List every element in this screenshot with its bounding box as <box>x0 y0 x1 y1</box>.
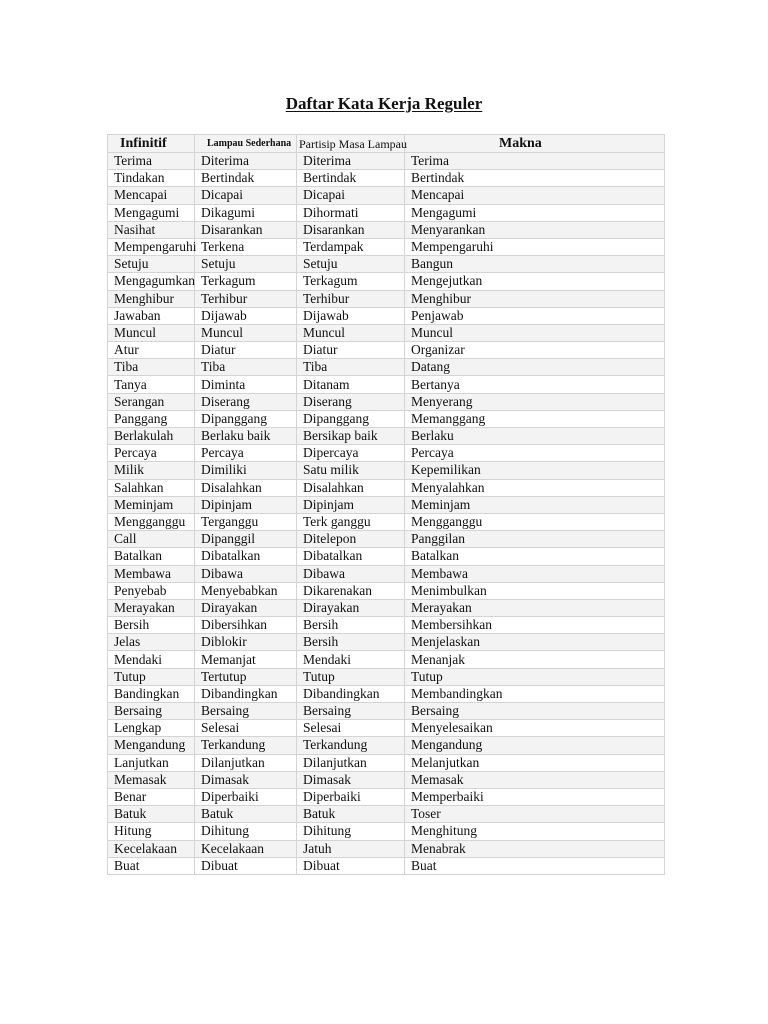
cell-past-participle: Terdampak <box>297 238 405 255</box>
cell-infinitive: Panggang <box>108 410 195 427</box>
table-row <box>108 651 665 668</box>
cell-meaning: Membawa <box>405 565 665 582</box>
cell-past-participle: Dicapai <box>297 187 405 204</box>
table-row <box>108 376 665 393</box>
verb-table <box>107 134 665 875</box>
table-row <box>108 685 665 702</box>
cell-infinitive: Setuju <box>108 256 195 273</box>
cell-infinitive: Mendaki <box>108 651 195 668</box>
table-row <box>108 342 665 359</box>
cell-past-participle: Terkagum <box>297 273 405 290</box>
cell-past-participle: Bersaing <box>297 703 405 720</box>
table-row <box>108 754 665 771</box>
cell-meaning: Menyelesaikan <box>405 720 665 737</box>
table-row <box>108 703 665 720</box>
cell-infinitive: Buat <box>108 857 195 874</box>
cell-past-participle: Ditelepon <box>297 531 405 548</box>
header-past-participle: Partisip Masa Lampau <box>297 135 405 153</box>
cell-simple-past: Terkagum <box>195 273 297 290</box>
cell-infinitive: Menghibur <box>108 290 195 307</box>
cell-past-participle: Bersikap baik <box>297 428 405 445</box>
cell-past-participle: Disalahkan <box>297 479 405 496</box>
table-row <box>108 548 665 565</box>
cell-simple-past: Bertindak <box>195 170 297 187</box>
cell-infinitive: Tindakan <box>108 170 195 187</box>
cell-simple-past: Disarankan <box>195 221 297 238</box>
table-row <box>108 273 665 290</box>
cell-simple-past: Terkandung <box>195 737 297 754</box>
cell-simple-past: Dirayakan <box>195 599 297 616</box>
cell-simple-past: Tertutup <box>195 668 297 685</box>
cell-meaning: Menyarankan <box>405 221 665 238</box>
cell-infinitive: Atur <box>108 342 195 359</box>
cell-past-participle: Dibatalkan <box>297 548 405 565</box>
cell-simple-past: Dipinjam <box>195 496 297 513</box>
table-row <box>108 393 665 410</box>
table-row <box>108 445 665 462</box>
cell-infinitive: Serangan <box>108 393 195 410</box>
table-body <box>108 153 665 875</box>
cell-simple-past: Berlaku baik <box>195 428 297 445</box>
cell-simple-past: Selesai <box>195 720 297 737</box>
cell-past-participle: Dilanjutkan <box>297 754 405 771</box>
page-title: Daftar Kata Kerja Reguler <box>285 94 483 113</box>
cell-meaning: Bersaing <box>405 703 665 720</box>
table-row <box>108 737 665 754</box>
cell-meaning: Bertanya <box>405 376 665 393</box>
cell-meaning: Menyerang <box>405 393 665 410</box>
cell-simple-past: Diatur <box>195 342 297 359</box>
cell-infinitive: Tanya <box>108 376 195 393</box>
cell-simple-past: Dibawa <box>195 565 297 582</box>
cell-meaning: Memperbaiki <box>405 788 665 805</box>
cell-meaning: Organizar <box>405 342 665 359</box>
cell-meaning: Panggilan <box>405 531 665 548</box>
cell-infinitive: Bandingkan <box>108 685 195 702</box>
cell-infinitive: Tutup <box>108 668 195 685</box>
cell-simple-past: Dikagumi <box>195 204 297 221</box>
table-row <box>108 840 665 857</box>
cell-meaning: Menyalahkan <box>405 479 665 496</box>
cell-past-participle: Disarankan <box>297 221 405 238</box>
cell-past-participle: Batuk <box>297 806 405 823</box>
cell-infinitive: Bersaing <box>108 703 195 720</box>
cell-simple-past: Percaya <box>195 445 297 462</box>
cell-simple-past: Terhibur <box>195 290 297 307</box>
cell-infinitive: Percaya <box>108 445 195 462</box>
cell-past-participle: Terhibur <box>297 290 405 307</box>
cell-past-participle: Terkandung <box>297 737 405 754</box>
cell-simple-past: Terganggu <box>195 513 297 530</box>
cell-simple-past: Tiba <box>195 359 297 376</box>
cell-infinitive: Terima <box>108 153 195 170</box>
cell-meaning: Berlaku <box>405 428 665 445</box>
cell-simple-past: Batuk <box>195 806 297 823</box>
table-row <box>108 410 665 427</box>
cell-infinitive: Tiba <box>108 359 195 376</box>
table-row <box>108 857 665 874</box>
table-row <box>108 307 665 324</box>
table-row <box>108 324 665 341</box>
cell-simple-past: Kecelakaan <box>195 840 297 857</box>
cell-meaning: Datang <box>405 359 665 376</box>
table-row <box>108 771 665 788</box>
cell-past-participle: Ditanam <box>297 376 405 393</box>
table-row <box>108 359 665 376</box>
cell-meaning: Membandingkan <box>405 685 665 702</box>
cell-infinitive: Kecelakaan <box>108 840 195 857</box>
cell-meaning: Mengagumi <box>405 204 665 221</box>
cell-past-participle: Dimasak <box>297 771 405 788</box>
table-row <box>108 720 665 737</box>
cell-past-participle: Bersih <box>297 617 405 634</box>
table-row <box>108 204 665 221</box>
cell-meaning: Mengandung <box>405 737 665 754</box>
cell-infinitive: Milik <box>108 462 195 479</box>
cell-past-participle: Dikarenakan <box>297 582 405 599</box>
cell-meaning: Mempengaruhi <box>405 238 665 255</box>
cell-meaning: Buat <box>405 857 665 874</box>
table-row <box>108 788 665 805</box>
cell-past-participle: Bertindak <box>297 170 405 187</box>
cell-simple-past: Diterima <box>195 153 297 170</box>
cell-simple-past: Dijawab <box>195 307 297 324</box>
cell-simple-past: Dibandingkan <box>195 685 297 702</box>
cell-past-participle: Dipanggang <box>297 410 405 427</box>
table-row <box>108 668 665 685</box>
cell-meaning: Percaya <box>405 445 665 462</box>
cell-infinitive: Meminjam <box>108 496 195 513</box>
cell-meaning: Meminjam <box>405 496 665 513</box>
cell-simple-past: Dibatalkan <box>195 548 297 565</box>
cell-past-participle: Dijawab <box>297 307 405 324</box>
cell-meaning: Melanjutkan <box>405 754 665 771</box>
cell-simple-past: Dipanggil <box>195 531 297 548</box>
cell-meaning: Menabrak <box>405 840 665 857</box>
cell-simple-past: Diserang <box>195 393 297 410</box>
cell-past-participle: Diterima <box>297 153 405 170</box>
cell-meaning: Mengejutkan <box>405 273 665 290</box>
cell-past-participle: Dipercaya <box>297 445 405 462</box>
cell-meaning: Menanjak <box>405 651 665 668</box>
cell-infinitive: Lanjutkan <box>108 754 195 771</box>
table-row <box>108 565 665 582</box>
cell-simple-past: Disalahkan <box>195 479 297 496</box>
cell-infinitive: Memasak <box>108 771 195 788</box>
cell-past-participle: Dibandingkan <box>297 685 405 702</box>
cell-infinitive: Mengagumkan <box>108 273 195 290</box>
cell-simple-past: Terkena <box>195 238 297 255</box>
cell-infinitive: Mengandung <box>108 737 195 754</box>
cell-infinitive: Call <box>108 531 195 548</box>
cell-meaning: Mencapai <box>405 187 665 204</box>
cell-infinitive: Bersih <box>108 617 195 634</box>
cell-infinitive: Lengkap <box>108 720 195 737</box>
cell-meaning: Batalkan <box>405 548 665 565</box>
cell-infinitive: Mengganggu <box>108 513 195 530</box>
cell-meaning: Terima <box>405 153 665 170</box>
cell-meaning: Kepemilikan <box>405 462 665 479</box>
cell-simple-past: Setuju <box>195 256 297 273</box>
cell-past-participle: Diserang <box>297 393 405 410</box>
cell-simple-past: Dihitung <box>195 823 297 840</box>
cell-infinitive: Nasihat <box>108 221 195 238</box>
header-meaning: Makna <box>405 135 665 153</box>
cell-meaning: Mengganggu <box>405 513 665 530</box>
cell-meaning: Membersihkan <box>405 617 665 634</box>
table-row <box>108 806 665 823</box>
cell-past-participle: Jatuh <box>297 840 405 857</box>
header-infinitive: Infinitif <box>108 135 195 153</box>
cell-infinitive: Membawa <box>108 565 195 582</box>
cell-past-participle: Mendaki <box>297 651 405 668</box>
cell-past-participle: Satu milik <box>297 462 405 479</box>
cell-past-participle: Diatur <box>297 342 405 359</box>
cell-simple-past: Diminta <box>195 376 297 393</box>
cell-meaning: Menimbulkan <box>405 582 665 599</box>
table-row <box>108 599 665 616</box>
cell-meaning: Bertindak <box>405 170 665 187</box>
cell-past-participle: Dibawa <box>297 565 405 582</box>
cell-meaning: Tutup <box>405 668 665 685</box>
cell-simple-past: Bersaing <box>195 703 297 720</box>
table-row <box>108 428 665 445</box>
cell-past-participle: Dipinjam <box>297 496 405 513</box>
table-row <box>108 634 665 651</box>
table-row <box>108 823 665 840</box>
cell-infinitive: Penyebab <box>108 582 195 599</box>
cell-past-participle: Tutup <box>297 668 405 685</box>
cell-meaning: Menghibur <box>405 290 665 307</box>
cell-simple-past: Diperbaiki <box>195 788 297 805</box>
cell-past-participle: Diperbaiki <box>297 788 405 805</box>
cell-infinitive: Hitung <box>108 823 195 840</box>
cell-simple-past: Diblokir <box>195 634 297 651</box>
table-row <box>108 479 665 496</box>
cell-past-participle: Dibuat <box>297 857 405 874</box>
cell-meaning: Muncul <box>405 324 665 341</box>
cell-simple-past: Dicapai <box>195 187 297 204</box>
cell-past-participle: Terk ganggu <box>297 513 405 530</box>
cell-infinitive: Benar <box>108 788 195 805</box>
cell-simple-past: Menyebabkan <box>195 582 297 599</box>
cell-simple-past: Memanjat <box>195 651 297 668</box>
cell-past-participle: Setuju <box>297 256 405 273</box>
table-row <box>108 187 665 204</box>
table-row <box>108 238 665 255</box>
table-header-row <box>108 135 665 153</box>
cell-infinitive: Jawaban <box>108 307 195 324</box>
cell-infinitive: Mencapai <box>108 187 195 204</box>
cell-past-participle: Dihormati <box>297 204 405 221</box>
cell-infinitive: Muncul <box>108 324 195 341</box>
table-row <box>108 617 665 634</box>
cell-simple-past: Dimiliki <box>195 462 297 479</box>
cell-infinitive: Batalkan <box>108 548 195 565</box>
cell-simple-past: Dibuat <box>195 857 297 874</box>
table-row <box>108 462 665 479</box>
cell-past-participle: Tiba <box>297 359 405 376</box>
cell-past-participle: Dihitung <box>297 823 405 840</box>
table-row <box>108 582 665 599</box>
cell-past-participle: Muncul <box>297 324 405 341</box>
cell-infinitive: Mempengaruhi <box>108 238 195 255</box>
cell-infinitive: Merayakan <box>108 599 195 616</box>
cell-meaning: Menjelaskan <box>405 634 665 651</box>
cell-infinitive: Salahkan <box>108 479 195 496</box>
table-row <box>108 531 665 548</box>
table-row <box>108 256 665 273</box>
cell-simple-past: Dilanjutkan <box>195 754 297 771</box>
table-row <box>108 221 665 238</box>
table-row <box>108 496 665 513</box>
cell-past-participle: Bersih <box>297 634 405 651</box>
cell-infinitive: Jelas <box>108 634 195 651</box>
cell-meaning: Penjawab <box>405 307 665 324</box>
table-row <box>108 290 665 307</box>
cell-simple-past: Dibersihkan <box>195 617 297 634</box>
table-row <box>108 153 665 170</box>
cell-meaning: Merayakan <box>405 599 665 616</box>
cell-simple-past: Muncul <box>195 324 297 341</box>
table-row <box>108 170 665 187</box>
cell-infinitive: Berlakulah <box>108 428 195 445</box>
cell-meaning: Bangun <box>405 256 665 273</box>
cell-infinitive: Mengagumi <box>108 204 195 221</box>
cell-simple-past: Dimasak <box>195 771 297 788</box>
cell-meaning: Memanggang <box>405 410 665 427</box>
header-simple-past: Lampau Sederhana <box>195 135 297 153</box>
cell-meaning: Toser <box>405 806 665 823</box>
cell-past-participle: Selesai <box>297 720 405 737</box>
table-row <box>108 513 665 530</box>
cell-meaning: Memasak <box>405 771 665 788</box>
cell-infinitive: Batuk <box>108 806 195 823</box>
cell-meaning: Menghitung <box>405 823 665 840</box>
cell-past-participle: Dirayakan <box>297 599 405 616</box>
cell-simple-past: Dipanggang <box>195 410 297 427</box>
